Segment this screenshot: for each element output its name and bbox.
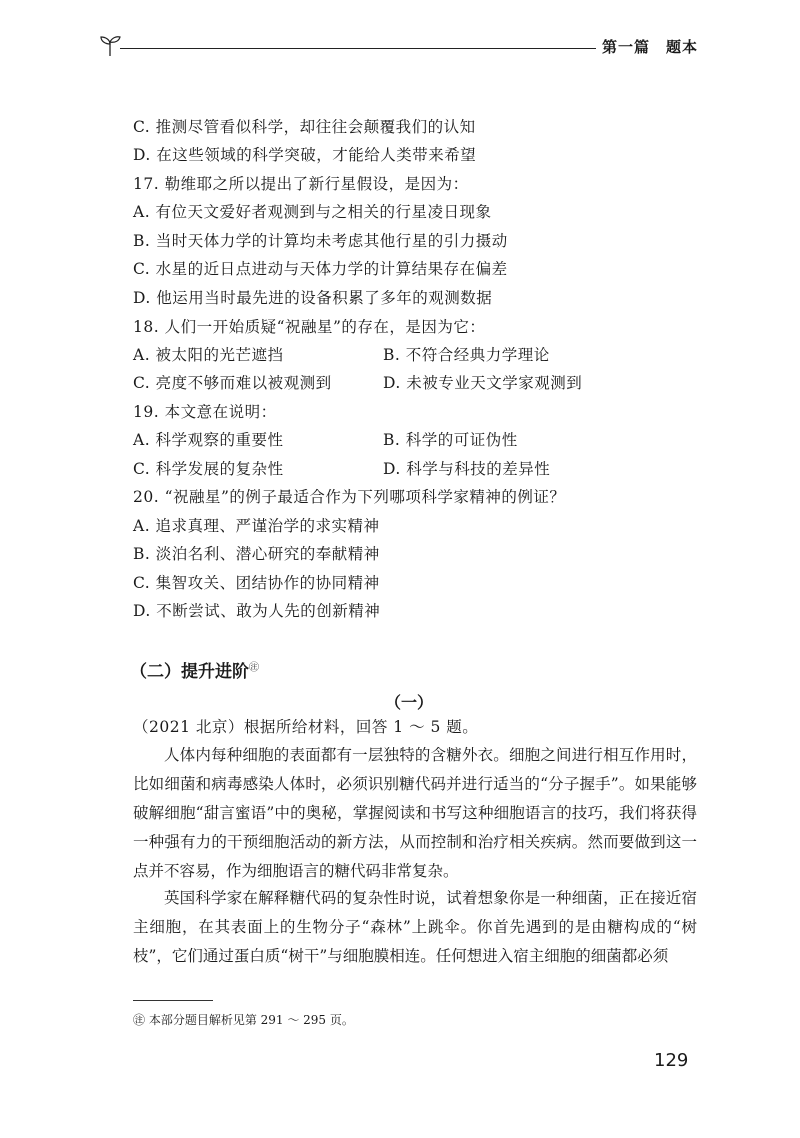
passage-intro: （2021 北京）根据所给材料，回答 1 ～ 5 题。	[133, 718, 479, 736]
q19-option-c: C. 科学发展的复杂性	[133, 460, 284, 478]
header-title: 第一篇 题本	[596, 36, 698, 57]
q18-option-c: C. 亮度不够而难以被观测到	[133, 374, 332, 392]
q19-option-d: D. 科学与科技的差异性	[383, 460, 551, 478]
q20-option-c: C. 集智攻关、团结协作的协同精神	[133, 574, 380, 592]
footnote-mark: ㊟	[249, 662, 259, 674]
q17-stem: 17. 勒维耶之所以提出了新行星假设，是因为：	[133, 175, 469, 193]
q16-option-c: C. 推测尽管看似科学，却往往会颠覆我们的认知	[133, 118, 476, 136]
q18-option-a: A. 被太阳的光芒遮挡	[133, 346, 284, 364]
page-number: 129	[654, 1050, 689, 1071]
q18-option-d: D. 未被专业天文学家观测到	[383, 374, 583, 392]
q20-option-b: B. 淡泊名利、潜心研究的奉献精神	[133, 545, 380, 563]
q17-option-c: C. 水星的近日点进动与天体力学的计算结果存在偏差	[133, 260, 508, 278]
running-header	[98, 30, 698, 60]
section-heading	[130, 657, 259, 682]
section-title: （二）提升进阶	[130, 662, 249, 682]
passage-number: （一）	[385, 693, 434, 712]
q18-option-b: B. 不符合经典力学理论	[383, 346, 550, 364]
q19-stem: 19. 本文意在说明：	[133, 403, 277, 421]
q19-option-a: A. 科学观察的重要性	[133, 431, 284, 449]
header-rule	[120, 48, 610, 49]
sprout-icon	[98, 32, 122, 58]
passage-paragraph-1: 人体内每种细胞的表面都有一层独特的含糖外衣。细胞之间进行相互作用时，比如细菌和病毒感染人体时，必须识别糖代码并进行适当的“分子握手”。如果能够破解细胞“甜言蜜语”中的奥秘，掌握阅读和书写这种细胞语言的技巧，我们将获得一种强有力的干预细胞活动的新方法，从而控制和治疗相关疾病。然而要做到这一点并不容易，作为细胞语言的糖代码非常复杂。	[133, 746, 697, 880]
q17-option-d: D. 他运用当时最先进的设备积累了多年的观测数据	[133, 289, 493, 307]
q20-option-a: A. 追求真理、严谨治学的求实精神	[133, 517, 380, 535]
q19-option-b: B. 科学的可证伪性	[383, 431, 518, 449]
footnote: ㊟ 本部分题目解析见第 291 ～ 295 页。	[133, 1013, 354, 1027]
q18-stem: 18. 人们一开始质疑“祝融星”的存在，是因为它：	[133, 318, 486, 336]
passage-paragraph-2: 英国科学家在解释糖代码的复杂性时说，试着想象你是一种细菌，正在接近宿主细胞，在其表面上的生物分子“森林”上跳伞。你首先遇到的是由糖构成的“树枝”，它们通过蛋白质“树干”与细胞膜相连。任何想进入宿主细胞的细菌都必须	[133, 889, 697, 965]
footnote-rule	[133, 1000, 213, 1001]
q16-option-d: D. 在这些领域的科学突破，才能给人类带来希望	[133, 146, 477, 164]
q20-stem: 20. “祝融星”的例子最适合作为下列哪项科学家精神的例证？	[133, 488, 566, 506]
q17-option-b: B. 当时天体力学的计算均未考虑其他行星的引力摄动	[133, 232, 508, 250]
q17-option-a: A. 有位天文爱好者观测到与之相关的行星凌日现象	[133, 203, 492, 221]
q20-option-d: D. 不断尝试、敢为人先的创新精神	[133, 602, 381, 620]
